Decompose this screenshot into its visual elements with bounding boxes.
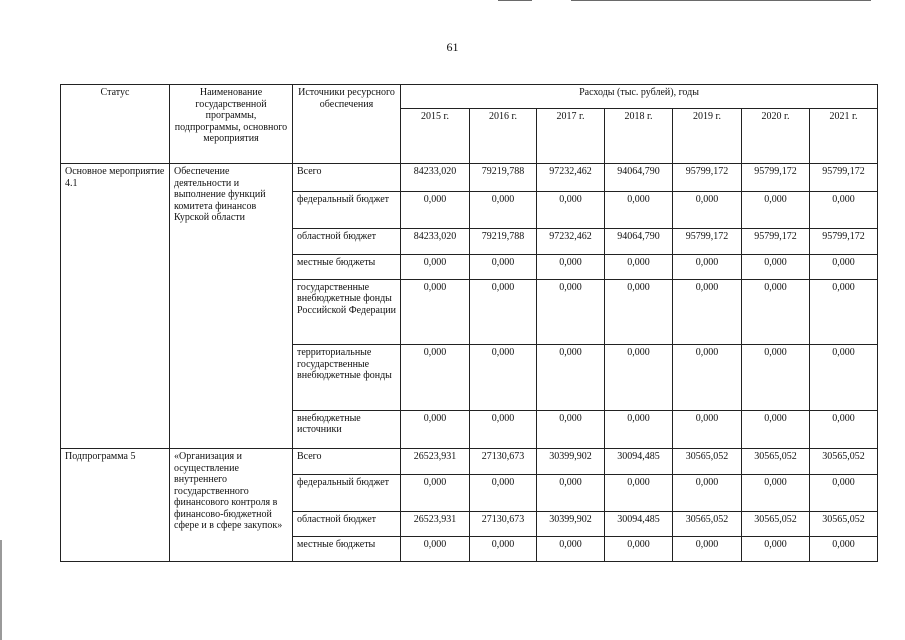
value-cell: 0,000 xyxy=(401,192,470,229)
value-cell: 30565,052 xyxy=(742,449,810,475)
value-cell: 0,000 xyxy=(605,345,673,410)
value-cell: 0,000 xyxy=(810,279,878,344)
source-cell: местные бюджеты xyxy=(293,254,401,279)
value-cell: 30399,902 xyxy=(537,449,605,475)
value-cell: 94064,790 xyxy=(605,229,673,254)
value-cell: 0,000 xyxy=(605,536,673,561)
header-year: 2016 г. xyxy=(470,109,537,164)
value-cell: 30565,052 xyxy=(810,511,878,536)
value-cell: 0,000 xyxy=(742,192,810,229)
value-cell: 30399,902 xyxy=(537,511,605,536)
value-cell: 0,000 xyxy=(810,410,878,448)
value-cell: 79219,788 xyxy=(470,229,537,254)
value-cell: 95799,172 xyxy=(742,164,810,192)
value-cell: 95799,172 xyxy=(742,229,810,254)
value-cell: 0,000 xyxy=(401,410,470,448)
value-cell: 0,000 xyxy=(810,475,878,511)
source-cell: федеральный бюджет xyxy=(293,192,401,229)
value-cell: 27130,673 xyxy=(470,449,537,475)
source-cell: областной бюджет xyxy=(293,511,401,536)
source-cell: федеральный бюджет xyxy=(293,475,401,511)
value-cell: 27130,673 xyxy=(470,511,537,536)
table-row xyxy=(61,449,878,475)
table-header xyxy=(61,85,878,164)
value-cell: 84233,020 xyxy=(401,229,470,254)
source-cell: Всего xyxy=(293,164,401,192)
value-cell: 95799,172 xyxy=(673,164,742,192)
value-cell: 0,000 xyxy=(605,279,673,344)
source-cell: внебюджетные источники xyxy=(293,410,401,448)
value-cell: 30094,485 xyxy=(605,449,673,475)
value-cell: 0,000 xyxy=(810,536,878,561)
value-cell: 95799,172 xyxy=(673,229,742,254)
name-cell: Обеспечение деятельности и выполнение функций комитета финансов Курской области xyxy=(170,164,293,449)
value-cell: 26523,931 xyxy=(401,511,470,536)
source-cell: территориальные государственные внебюджетные фонды xyxy=(293,345,401,410)
value-cell: 97232,462 xyxy=(537,229,605,254)
header-year: 2020 г. xyxy=(742,109,810,164)
value-cell: 30565,052 xyxy=(673,449,742,475)
value-cell: 0,000 xyxy=(742,536,810,561)
status-cell: Подпрограмма 5 xyxy=(61,449,170,562)
value-cell: 0,000 xyxy=(810,192,878,229)
value-cell: 0,000 xyxy=(673,410,742,448)
value-cell: 0,000 xyxy=(470,345,537,410)
value-cell: 0,000 xyxy=(605,192,673,229)
header-year: 2017 г. xyxy=(537,109,605,164)
value-cell: 84233,020 xyxy=(401,164,470,192)
page-number: 61 xyxy=(446,40,459,54)
value-cell: 0,000 xyxy=(470,279,537,344)
header-year: 2018 г. xyxy=(605,109,673,164)
value-cell: 0,000 xyxy=(537,254,605,279)
value-cell: 0,000 xyxy=(742,254,810,279)
value-cell: 0,000 xyxy=(401,345,470,410)
value-cell: 0,000 xyxy=(470,254,537,279)
value-cell: 0,000 xyxy=(810,254,878,279)
header-year: 2015 г. xyxy=(401,109,470,164)
header-expenses: Расходы (тыс. рублей), годы xyxy=(401,85,878,109)
value-cell: 0,000 xyxy=(401,475,470,511)
source-cell: государственные внебюджетные фонды Российской Федерации xyxy=(293,279,401,344)
value-cell: 0,000 xyxy=(537,475,605,511)
value-cell: 0,000 xyxy=(401,279,470,344)
header-year: 2021 г. xyxy=(810,109,878,164)
value-cell: 95799,172 xyxy=(810,164,878,192)
value-cell: 0,000 xyxy=(742,345,810,410)
header-year: 2019 г. xyxy=(673,109,742,164)
value-cell: 0,000 xyxy=(537,536,605,561)
value-cell: 30565,052 xyxy=(810,449,878,475)
value-cell: 0,000 xyxy=(470,192,537,229)
value-cell: 0,000 xyxy=(537,345,605,410)
value-cell: 0,000 xyxy=(470,410,537,448)
value-cell: 79219,788 xyxy=(470,164,537,192)
header-sources: Источники ресурсного обеспечения xyxy=(293,85,401,164)
value-cell: 0,000 xyxy=(605,254,673,279)
value-cell: 0,000 xyxy=(537,279,605,344)
value-cell: 0,000 xyxy=(401,254,470,279)
value-cell: 0,000 xyxy=(673,279,742,344)
value-cell: 0,000 xyxy=(470,475,537,511)
source-cell: местные бюджеты xyxy=(293,536,401,561)
value-cell: 0,000 xyxy=(605,475,673,511)
name-cell: «Организация и осуществление внутреннего государственного финансового контроля в финансово-бюджетной сфере и в сфере закупок» xyxy=(170,449,293,562)
value-cell: 0,000 xyxy=(742,410,810,448)
source-cell: Всего xyxy=(293,449,401,475)
value-cell: 0,000 xyxy=(673,254,742,279)
status-cell: Основное мероприятие 4.1 xyxy=(61,164,170,449)
value-cell: 0,000 xyxy=(673,345,742,410)
value-cell: 30094,485 xyxy=(605,511,673,536)
value-cell: 0,000 xyxy=(810,345,878,410)
value-cell: 0,000 xyxy=(673,536,742,561)
scan-artifact-line-right xyxy=(571,0,871,1)
value-cell: 30565,052 xyxy=(742,511,810,536)
header-name: Наименование государственной программы, подпрограммы, основного мероприятия xyxy=(170,85,293,164)
value-cell: 0,000 xyxy=(401,536,470,561)
scan-artifact-line-left xyxy=(498,0,532,1)
value-cell: 0,000 xyxy=(673,475,742,511)
value-cell: 0,000 xyxy=(742,475,810,511)
budget-table xyxy=(60,84,878,562)
table-body xyxy=(61,164,878,562)
value-cell: 95799,172 xyxy=(810,229,878,254)
header-status: Статус xyxy=(61,85,170,164)
value-cell: 0,000 xyxy=(605,410,673,448)
value-cell: 0,000 xyxy=(537,410,605,448)
value-cell: 26523,931 xyxy=(401,449,470,475)
table-row xyxy=(61,164,878,192)
value-cell: 0,000 xyxy=(470,536,537,561)
value-cell: 0,000 xyxy=(742,279,810,344)
value-cell: 97232,462 xyxy=(537,164,605,192)
value-cell: 30565,052 xyxy=(673,511,742,536)
value-cell: 0,000 xyxy=(673,192,742,229)
scan-artifact-edge xyxy=(0,540,2,640)
source-cell: областной бюджет xyxy=(293,229,401,254)
value-cell: 94064,790 xyxy=(605,164,673,192)
value-cell: 0,000 xyxy=(537,192,605,229)
